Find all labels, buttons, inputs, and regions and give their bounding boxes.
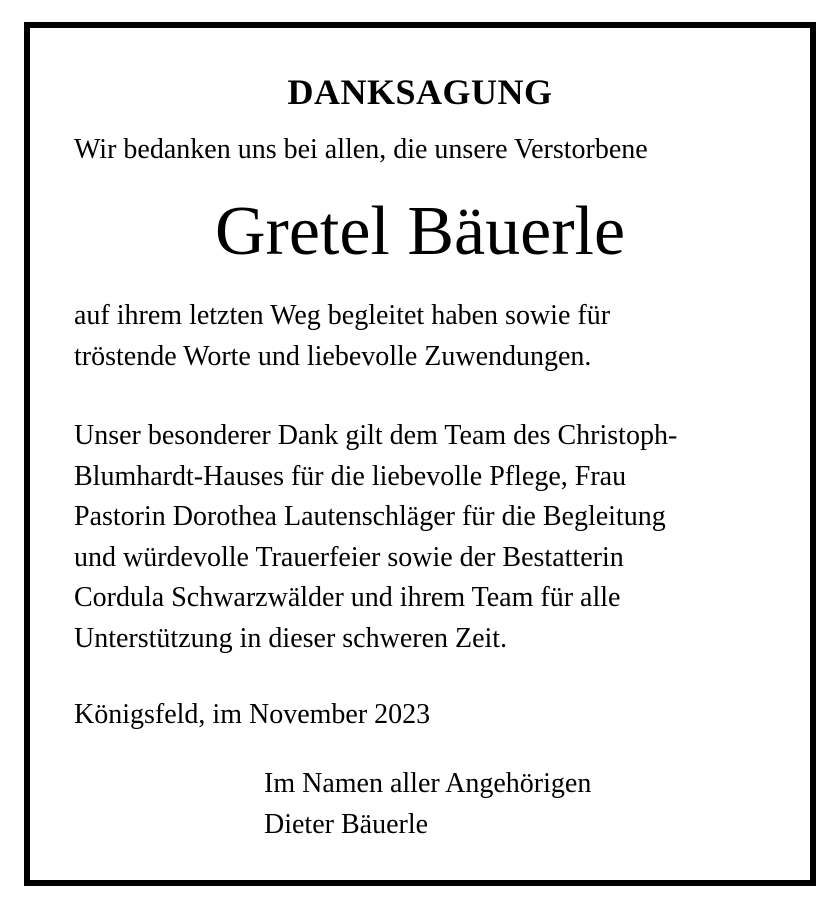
signer-name: Dieter Bäuerle: [264, 808, 429, 840]
place-date: Königsfeld, im November 2023: [74, 699, 431, 730]
thanks-paragraph-2: [74, 416, 677, 659]
intro-text: Wir bedanken uns bei allen, die unsere Verstorbene: [74, 134, 648, 165]
paragraph-line: tröstende Worte und liebevolle Zuwendungen.: [74, 340, 592, 372]
paragraph-line: und würdevolle Trauerfeier sowie der Bestatterin: [74, 541, 624, 573]
paragraph-line: Blumhardt-Hauses für die liebevolle Pflege, Frau: [74, 460, 627, 492]
paragraph-line: Unterstützung in dieser schweren Zeit.: [74, 622, 508, 654]
signature-line: Im Namen aller Angehörigen: [264, 768, 592, 799]
paragraph-line: Unser besonderer Dank gilt dem Team des Christoph-: [74, 420, 678, 451]
thanks-paragraph-1: [74, 296, 610, 377]
notice-frame: [24, 22, 816, 886]
paragraph-line: Pastorin Dorothea Lautenschläger für die Begleitung: [74, 501, 666, 532]
paragraph-line: Cordula Schwarzwälder und ihrem Team für alle: [74, 582, 621, 613]
deceased-name: Gretel Bäuerle: [214, 193, 626, 270]
notice-title: DANKSAGUNG: [287, 72, 553, 112]
paragraph-line: auf ihrem letzten Weg begleitet haben sowie für: [74, 300, 611, 331]
signature-block: [264, 764, 591, 845]
